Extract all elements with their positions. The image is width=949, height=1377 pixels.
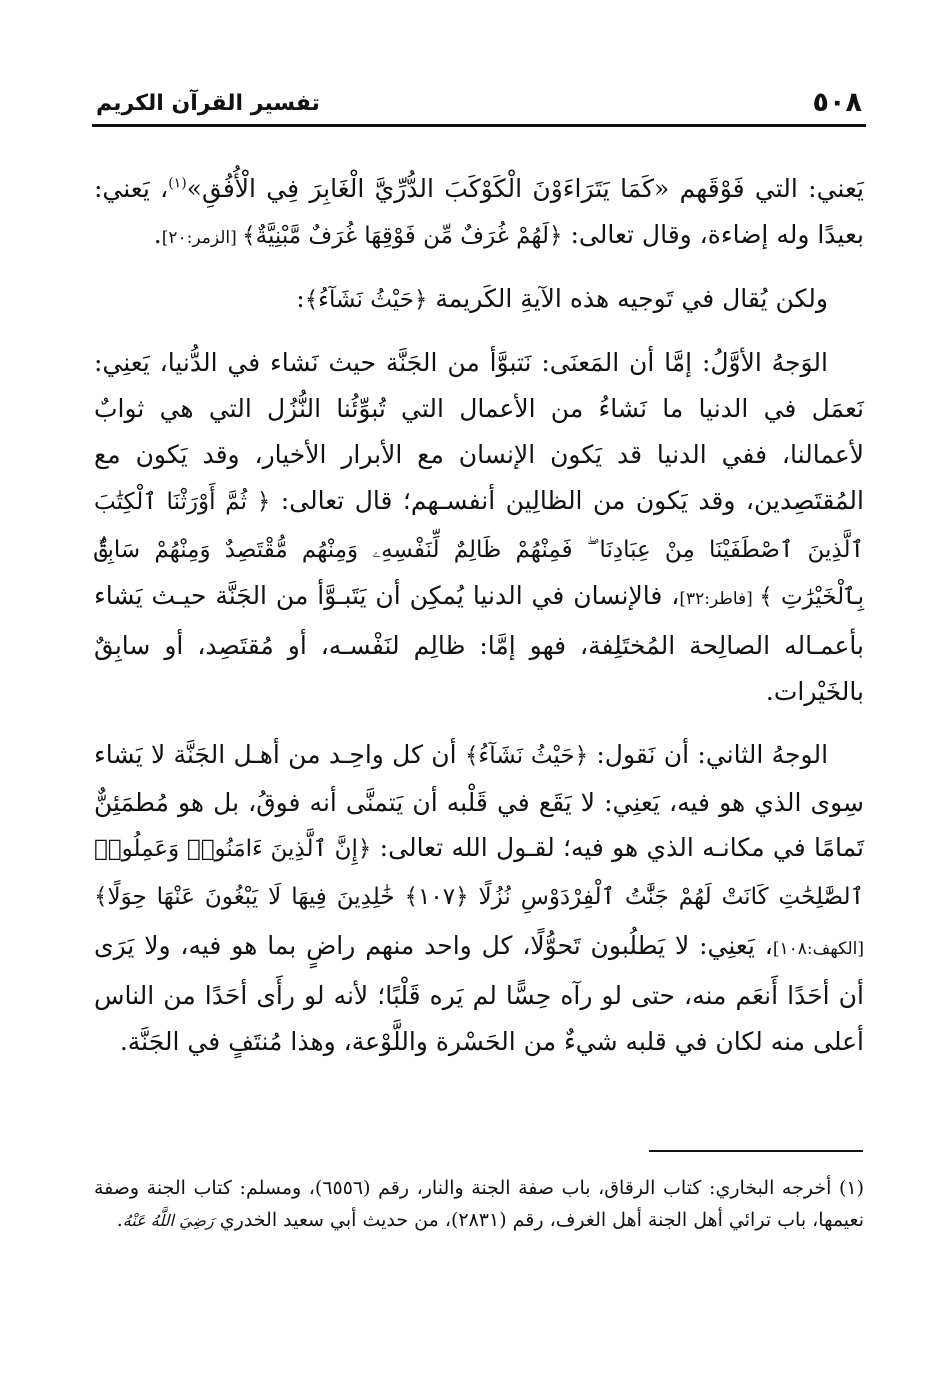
footnotes [94, 1172, 864, 1237]
quran-verse: ﴿لَهُمْ غُرَفٌ مِّن فَوْقِهَا غُرَفٌ مَّبْنِيَّةٌ﴾ [242, 222, 563, 249]
p2-end: : [296, 283, 305, 313]
paragraph-gap [94, 323, 864, 340]
quran-verse: ﴿ ثُمَّ أَوْرَثْنَا ٱلْكِتَٰبَ ٱلَّذِينَ ٱصْطَفَيْنَا مِنْ عِبَادِنَا ۖ فَمِنْهُمْ ظَالِمٌ لِّنَفْسِهِۦ وَمِنْهُم مُّقْتَصِدٌ وَمِنْهُمْ سَابِقٌۢ بِٱلْخَيْرَٰتِ ﴾ [94, 488, 864, 611]
paragraph-2 [94, 276, 864, 324]
paragraph-1 [94, 166, 864, 262]
paragraph-3 [94, 340, 864, 714]
page-number: ٥٠٨ [812, 87, 862, 118]
paragraph-gap [94, 262, 864, 276]
p3-text-b: ، فالإنسان في الدنيا يُمكِن أن يَتَبـوَّأ من الجَنَّة حيـث يَشاء بأعمـاله الصالِحة المُختَلِفة، فهو إمَّا: ظالِم لنَفْسـه، أو مُقتَصِد، أو سابِقٌ بالخَيْرات. [94, 581, 864, 706]
paragraph-4 [94, 732, 864, 1065]
p4-text-c: ، يَعنِي: لا يَطلُبون تَحوُّلًا، كل واحد منهم راضٍ بما هو فيه، ولا يَرَى أن أحَدًا أَنعَم منه، حتى لو رآه حِسًّا لم يَره قَلْبًا؛ لأنه لو رأَى أحَدًا من الناس أعلى منه لكان في قلبه شيءٌ من الحَسْرة واللَّوْعة، وهذا مُنتَفٍ في الجَنَّة. [94, 930, 864, 1056]
header-rule [92, 124, 866, 127]
verse-reference: [الكهف:١٠٨] [772, 938, 864, 959]
quran-verse: ﴿حَيْثُ نَشَآءُ﴾ [304, 286, 428, 313]
p1-text-a: يَعني: التي فَوْقَهم «كَمَا يَتَرَاءَوْنَ الْكَوْكَبَ الدُّرِّيَّ الْغَابِرَ فِي الْأُفُقِ» [186, 174, 864, 203]
footnote-separator [649, 1150, 863, 1152]
p3-text-a: الوَجهُ الأوَّلُ: إمَّا أن المَعنَى: نَتبوَّأ من الجَنَّة حيث نَشاء في الدُّنيا، يَعنِي: نَعمَل في الدنيا ما نَشاءُ من الأعمال التي تُبوِّئُنا النُّزُل التي هي ثوابٌ لأعمالنا، ففي الدنيا قد يَكون الإنسان مع الأبرار الأخيار، وقد يَكون مع المُقتَصِدين، وقد يَكون من الظالِين أنفسـهم؛ قال تعالى: [94, 348, 864, 515]
p1-text-b: ، يَعني: بعيدًا وله إضاءة، وقال تعالى: [94, 174, 864, 249]
p1-end: . [153, 219, 162, 249]
quran-verse: ﴿إِنَّ ٱلَّذِينَ ءَامَنُوا۟ وَعَمِلُوا۟ ٱلصَّٰلِحَٰتِ كَانَتْ لَهُمْ جَنَّٰتُ ٱلْفِرْدَوْسِ نُزُلًا ﴿١٠٧﴾ خَٰلِدِينَ فِيهَا لَا يَبْغُونَ عَنْهَا حِوَلًا﴾ [94, 836, 864, 911]
quran-verse: ﴿حَيْثُ نَشَآءُ﴾ [464, 742, 589, 769]
main-text [94, 166, 864, 1064]
footnote-end: . [116, 1209, 123, 1231]
p4-text-a: الوجهُ الثاني: أن نَقول: [588, 739, 829, 769]
p2-text-a: ولكن يُقال في تَوجيه هذه الآيةِ الكَريمة [427, 283, 828, 313]
paragraph-gap [94, 715, 864, 732]
verse-reference: [فاطر:٣٢] [679, 589, 760, 610]
running-title: تفسير القرآن الكريم [96, 91, 320, 116]
page-header [92, 86, 862, 126]
footnote-marker: (١) [168, 175, 187, 192]
footnote-text: (١) أخرجه البخاري: كتاب الرقاق، باب صفة الجنة والنار، رقم (٦٥٥٦)، ومسلم: كتاب الجنة وصفة نعيمها، باب ترائي أهل الجنة أهل الغرف، رقم (٢٨٣١)، من حديث أبي سعيد الخدري [94, 1177, 864, 1231]
footnote-1 [94, 1172, 864, 1237]
verse-reference: [الزمر:٢٠] [161, 227, 243, 248]
honorific: رَضِيَ اللَّهُ عَنْهُ [122, 1211, 214, 1230]
p4-text-b: أن كل واحِـد من أهـل الجَنَّة لا يَشاء سِوى الذي هو فيه، يَعنِي: لا يَقَع في قَلْبه أن يَتمنَّى أنه فوقُ، بل هو مُطمَئِنٌّ تَمامًا في مكانـه الذي هو فيه؛ لقـول الله تعالى: [94, 739, 864, 863]
